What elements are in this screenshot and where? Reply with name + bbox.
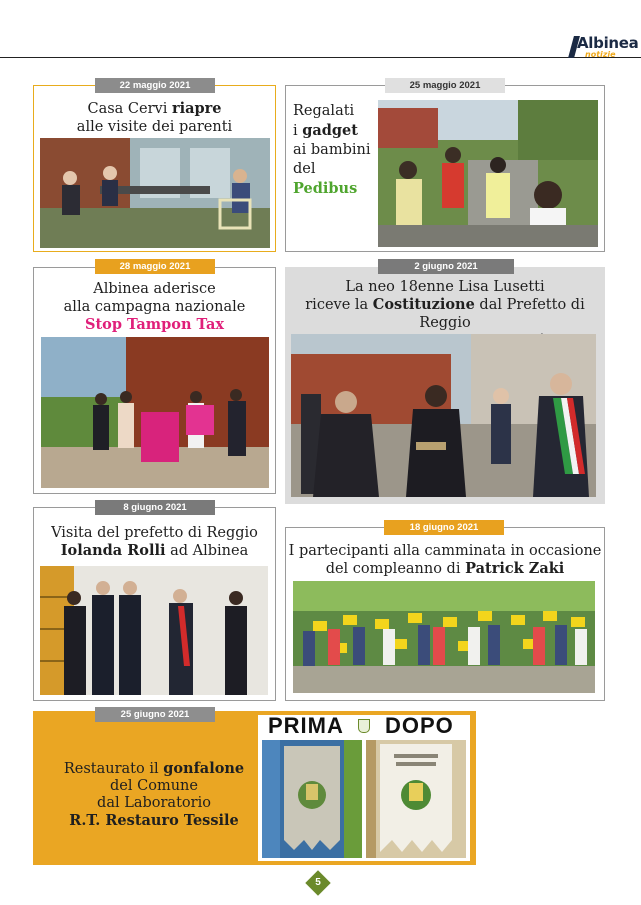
date-tag: 25 maggio 2021 [385, 78, 505, 93]
card-caption: I partecipanti alla camminata in occasione del compleanno di Patrick Zaki [288, 543, 602, 577]
photo-patrick-zaki [293, 581, 595, 693]
page-number: 5 [315, 877, 321, 888]
date-tag: 18 giugno 2021 [384, 520, 504, 535]
card-caption: Restaurato il gonfalone del Comune dal Laboratorio R.T. Restauro Tessile [63, 760, 245, 829]
card-caption: Regalati i gadget ai bambini del Pedibus [293, 103, 371, 197]
photo-pedibus [378, 100, 598, 247]
photo-casa-cervi [40, 138, 270, 248]
date-tag: 28 maggio 2021 [95, 259, 215, 274]
date-tag: 2 giugno 2021 [378, 259, 514, 274]
card-caption: Visita del prefetto di Reggio Iolanda Rolli ad Albinea [51, 525, 258, 559]
photo-prefetto [40, 566, 268, 695]
header-rule [0, 57, 641, 58]
card-caption: Casa Cervi riapre alle visite dei parenti [76, 100, 233, 135]
photo-gonfalone-dopo [366, 740, 466, 858]
date-tag: 22 maggio 2021 [95, 78, 215, 93]
logo-text: Albinea [577, 34, 639, 52]
card-caption: Albinea aderisce alla campagna nazionale Stop Tampon Tax [63, 281, 246, 333]
photo-tampon-tax [41, 337, 269, 488]
date-tag: 8 giugno 2021 [95, 500, 215, 515]
card-caption: La neo 18enne Lisa Lusetti riceve la Costituzione dal Prefetto di Reggio [305, 279, 585, 331]
page-number-badge [305, 870, 330, 895]
comune-crest-icon [358, 719, 370, 733]
photo-gonfalone-prima [262, 740, 362, 858]
albinea-logo [571, 34, 639, 60]
dopo-label: DOPO [385, 713, 454, 738]
date-tag: 25 giugno 2021 [95, 707, 215, 722]
prima-label: PRIMA [268, 713, 344, 738]
photo-lisa-lusetti [291, 334, 596, 497]
logo-subtext: notizie [585, 50, 616, 59]
